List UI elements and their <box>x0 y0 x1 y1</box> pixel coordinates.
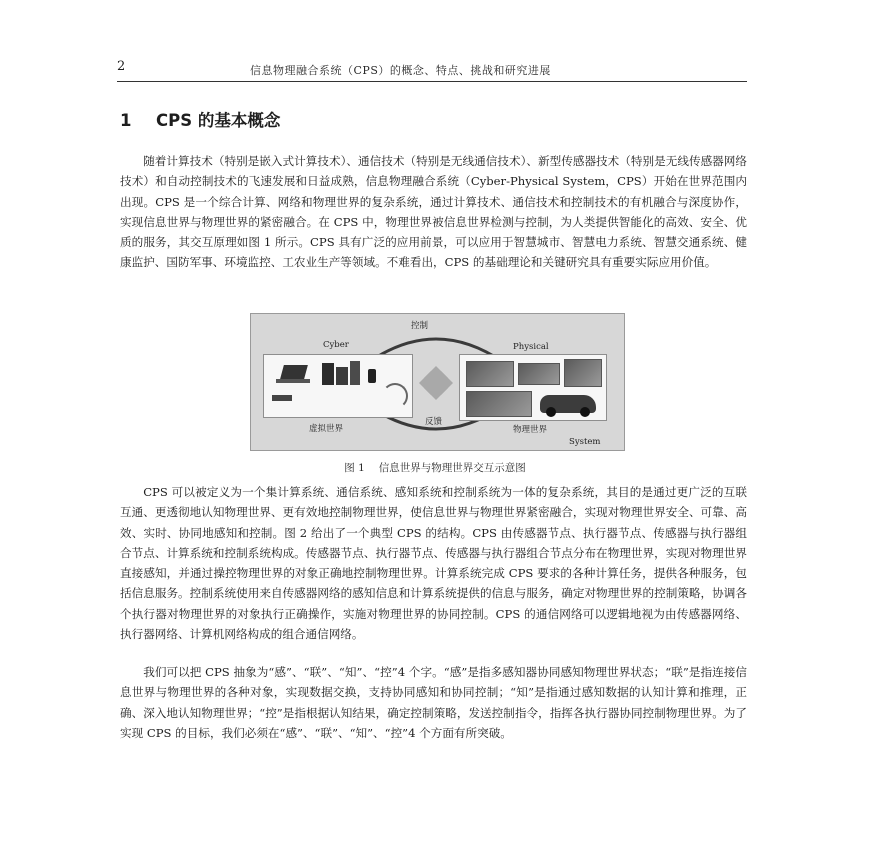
photo-street-scene <box>466 361 514 387</box>
figure-caption-text: 信息世界与物理世界交互示意图 <box>378 462 526 474</box>
physical-panel <box>459 354 607 421</box>
cable-icon <box>382 383 408 409</box>
figure-caption-label: 图 1 <box>344 462 365 474</box>
wheel-icon <box>580 407 590 417</box>
wheel-icon <box>546 407 556 417</box>
label-virtual-world: 虚拟世界 <box>309 424 344 434</box>
smartphone-icon <box>368 369 376 383</box>
router-icon <box>272 395 292 401</box>
figure-caption <box>0 460 870 475</box>
server-icon <box>336 367 348 385</box>
label-cyber: Cyber <box>323 340 349 350</box>
label-feedback: 反馈 <box>425 417 443 427</box>
bidirectional-arrow-icon <box>419 366 453 400</box>
label-physical: Physical <box>513 342 549 352</box>
cyber-panel <box>263 354 413 418</box>
laptop-base-icon <box>276 379 310 383</box>
server-icon <box>322 363 334 385</box>
photo-vehicle-scene <box>466 391 532 417</box>
body-paragraph-1: 随着计算技术（特别是嵌入式计算技术）、通信技术（特别是无线通信技术）、新型传感器技术（特别是无线传感器网络技术）和自动控制技术的飞速发展和日益成熟，信息物理融合系统（Cyber-Physical System，CPS）开始在世界范围内出现。CPS 是一个综合计算、网络和物理世界的复杂系统，通过计算技术、通信技术和控制技术的有机融合与深度协作，实现信息世界与物理世界的紧密融合。在 CPS 中，物理世界被信息世界检测与控制，为人类提供智能化的高效、安全、优质的服务，其交互原理如图 1 所示。CPS 具有广泛的应用前景，可以应用于智慧城市、智慧电力系统、智慧交通系统、健康监护、国防军事、环境监控、工农业生产等领域。不难看出，CPS 的基础理论和关键研究具有重要实际应用价值。 <box>120 154 747 270</box>
body-paragraph-2: CPS 可以被定义为一个集计算系统、通信系统、感知系统和控制系统为一体的复杂系统，其目的是通过更广泛的互联互通、更透彻地认知物理世界、更有效地控制物理世界，使信息世界与物理世界紧密融合，实现对物理世界安全、可靠、高效、实时、协同地感知和控制。图 2 给出了一个典型 CPS 的结构。CPS 由传感器节点、执行器节点、传感器与执行器组合节点、计算系统和控制系统构成。传感器节点、执行器节点、传感器与执行器组合节点分布在物理世界，实现对物理世界直接感知，并通过操控物理世界的对象正确地控制物理世界。计算系统完成 CPS 要求的各种计算任务，提供各种服务，包括信息服务。控制系统使用来自传感器网络的感知信息和计算系统提供的信息与服务，确定对物理世界的控制策略，协调各个执行器对物理世界的对象执行正确操作，实施对物理世界的协同控制。CPS 的通信网络可以逻辑地视为由传感器网络、执行器网络、计算机网络构成的组合通信网络。 <box>120 485 747 642</box>
label-system: System <box>569 437 601 447</box>
section-heading <box>120 107 280 131</box>
section-title-text: CPS 的基本概念 <box>156 111 281 130</box>
page-number: 2 <box>117 59 126 74</box>
body-paragraph-3: 我们可以把 CPS 抽象为“感”、“联”、“知”、“控”4 个字。“感”是指多感知器协同感知物理世界状态；“联”是指连接信息世界与物理世界的各种对象，实现数据交换，支持协同感知和协同控制；“知”是指通过感知数据的认知计算和推理，正确、深入地认知物理世界；“控”是指根据认知结果，确定控制策略，发送控制指令，指挥各执行器协同控制物理世界。为了实现 CPS 的目标，我们必须在“感”、“联”、“知”、“控”4 个方面有所突破。 <box>120 665 747 740</box>
photo-road-scene <box>518 363 560 385</box>
header-rule <box>117 81 747 82</box>
section-number: 1 <box>120 111 132 130</box>
photo-machine-scene <box>564 359 602 387</box>
laptop-icon <box>280 365 308 379</box>
label-control: 控制 <box>411 321 429 331</box>
label-physical-world: 物理世界 <box>513 425 548 435</box>
running-header-title: 信息物理融合系统（CPS）的概念、特点、挑战和研究进展 <box>250 64 551 77</box>
figure-1 <box>250 313 625 451</box>
server-icon <box>350 361 360 385</box>
